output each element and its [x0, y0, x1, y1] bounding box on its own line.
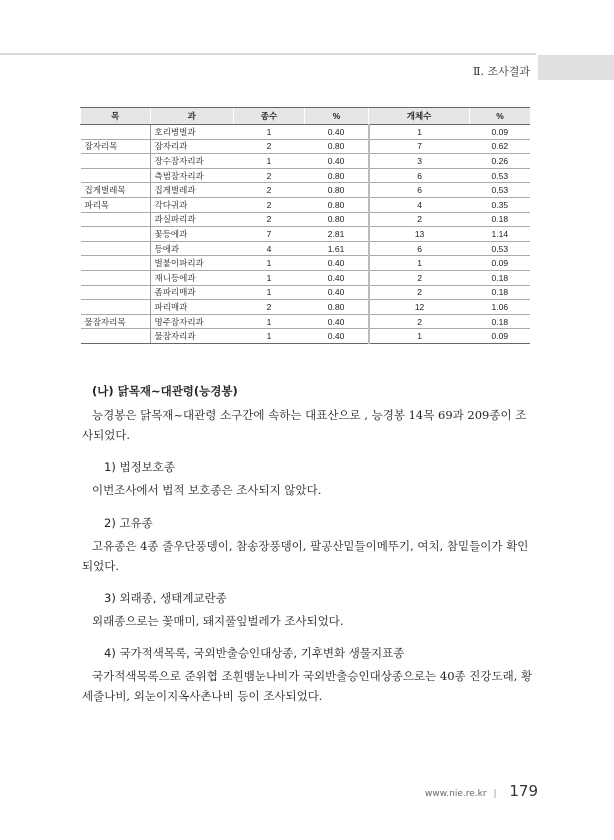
table-cell: 2 [234, 197, 305, 212]
table-cell [81, 285, 151, 300]
table-cell: 6 [369, 241, 470, 256]
header-tab-box [538, 55, 614, 80]
table-cell [81, 227, 151, 242]
table-header [81, 108, 531, 125]
table-cell: 0.18 [470, 270, 530, 285]
table-cell: 0.40 [305, 329, 369, 344]
table-cell: 0.80 [305, 197, 369, 212]
table-cell: 2.81 [305, 227, 369, 242]
table-cell: 2 [369, 212, 470, 227]
table-cell [81, 241, 151, 256]
table-row [81, 314, 531, 329]
table-cell: 잠자리과 [150, 139, 234, 154]
table-cell: 측범잠자리과 [150, 168, 234, 183]
table-cell: 파리목 [81, 197, 151, 212]
table-cell: 0.35 [470, 197, 530, 212]
table-cell: 2 [234, 212, 305, 227]
section-title: (나) 닭목재~대관령(능경봉) [92, 384, 238, 398]
table-cell: 0.80 [305, 168, 369, 183]
table-cell: 1.61 [305, 241, 369, 256]
header-rule [0, 53, 536, 55]
table-cell: 집게벌레과 [150, 183, 234, 198]
table-row [81, 139, 531, 154]
table-row [81, 154, 531, 169]
table-cell: 물잠자리목 [81, 314, 151, 329]
page-number: 179 [509, 782, 538, 800]
table-cell: 0.26 [470, 154, 530, 169]
table-cell: 0.09 [470, 125, 530, 140]
table-cell: 2 [369, 285, 470, 300]
table-cell: 0.40 [305, 314, 369, 329]
table-cell [81, 154, 151, 169]
table-cell: 0.18 [470, 314, 530, 329]
table-row [81, 168, 531, 183]
table-cell: 1 [234, 314, 305, 329]
table-cell: 1 [369, 125, 470, 140]
table-cell: 1.14 [470, 227, 530, 242]
table-cell: 파리매과 [150, 300, 234, 315]
table-cell: 0.53 [470, 168, 530, 183]
table-cell: 0.40 [305, 256, 369, 271]
table-cell [81, 256, 151, 271]
subsection-body: 고유종은 4종 줄우단풍뎅이, 참송장풍뎅이, 팔공산밑들이메뚜기, 여치, 참밑들이가 확인되었다. [82, 539, 529, 573]
table-cell: 등에과 [150, 241, 234, 256]
column-header: 종수 [234, 108, 305, 125]
table-cell: 2 [234, 139, 305, 154]
table-cell: 0.53 [470, 183, 530, 198]
table-cell: 1 [234, 270, 305, 285]
table-cell: 0.62 [470, 139, 530, 154]
subsection-body: 이번조사에서 법적 보호종은 조사되지 않았다. [92, 483, 322, 497]
table-row [81, 256, 531, 271]
table-cell: 각다귀과 [150, 197, 234, 212]
column-header: % [305, 108, 369, 125]
table-cell: 6 [369, 168, 470, 183]
subsection-body: 국가적색목록으로 준위협 조흰뱀눈나비가 국외반출승인대상종으로는 40종 진강도래, 황세줄나비, 외눈이지옥사촌나비 등이 조사되었다. [82, 669, 533, 703]
table-cell: 7 [234, 227, 305, 242]
table-cell [81, 125, 151, 140]
table-cell: 0.80 [305, 212, 369, 227]
table-cell: 1 [234, 256, 305, 271]
table-cell: 장수잠자리과 [150, 154, 234, 169]
table-cell: 3 [369, 154, 470, 169]
table-cell: 0.18 [470, 285, 530, 300]
table-row [81, 212, 531, 227]
column-header: 과 [150, 108, 234, 125]
table-cell: 13 [369, 227, 470, 242]
table-cell: 명주잠자리과 [150, 314, 234, 329]
table-cell: 1.06 [470, 300, 530, 315]
table-row [81, 197, 531, 212]
table-cell: 12 [369, 300, 470, 315]
footer-url[interactable]: www.nie.re.kr [425, 789, 487, 799]
table-cell: 0.40 [305, 270, 369, 285]
table-cell [81, 329, 151, 344]
table-row [81, 300, 531, 315]
table-cell: 집게벌레목 [81, 183, 151, 198]
table-cell: 호리병벌과 [150, 125, 234, 140]
footer-separator: | [493, 789, 497, 799]
table-row [81, 329, 531, 344]
table-row [81, 125, 531, 140]
table-cell: 0.80 [305, 183, 369, 198]
table-cell [81, 168, 151, 183]
table-cell: 1 [234, 285, 305, 300]
table-row [81, 285, 531, 300]
table-row [81, 241, 531, 256]
table-cell: 7 [369, 139, 470, 154]
table-cell [81, 212, 151, 227]
table-cell [81, 270, 151, 285]
table-cell: 4 [369, 197, 470, 212]
table-cell: 0.80 [305, 139, 369, 154]
table-cell: 1 [234, 329, 305, 344]
table-cell: 좀파리매과 [150, 285, 234, 300]
table-cell: 잠자리목 [81, 139, 151, 154]
footer [425, 782, 538, 800]
species-table [80, 107, 530, 344]
table-cell: 0.18 [470, 212, 530, 227]
table-cell: 2 [234, 183, 305, 198]
table-cell: 0.09 [470, 329, 530, 344]
table-row [81, 227, 531, 242]
subsection-title: 4) 국가적색목록, 국외반출승인대상종, 기후변화 생물지표종 [104, 646, 405, 660]
table-cell: 4 [234, 241, 305, 256]
table-cell: 0.09 [470, 256, 530, 271]
table-cell: 과실파리과 [150, 212, 234, 227]
table-cell: 2 [369, 270, 470, 285]
table-cell [81, 300, 151, 315]
chapter-title: Ⅱ. 조사결과 [473, 65, 530, 78]
table-cell: 0.80 [305, 300, 369, 315]
section-intro: 능경봉은 닭목재~대관령 소구간에 속하는 대표산으로 , 능경봉 14목 69과 209종이 조사되었다. [82, 408, 527, 442]
subsection-title: 2) 고유종 [104, 516, 153, 530]
table-cell: 2 [369, 314, 470, 329]
table-cell: 재니등에과 [150, 270, 234, 285]
table-cell: 벌붙이파리과 [150, 256, 234, 271]
subsection-title: 1) 법정보호종 [104, 460, 176, 474]
subsection-title: 3) 외래종, 생태계교란종 [104, 591, 227, 605]
subsection-body: 외래종으로는 꽃매미, 돼지풀잎벌레가 조사되었다. [92, 614, 344, 628]
table-cell: 0.40 [305, 125, 369, 140]
table-cell: 0.53 [470, 241, 530, 256]
column-header: % [470, 108, 530, 125]
table-row [81, 183, 531, 198]
table-cell: 1 [369, 329, 470, 344]
table-cell: 물잠자리과 [150, 329, 234, 344]
table-cell: 6 [369, 183, 470, 198]
table-cell: 2 [234, 168, 305, 183]
column-header: 개체수 [369, 108, 470, 125]
table-row [81, 270, 531, 285]
table-cell: 0.40 [305, 154, 369, 169]
table-cell: 0.40 [305, 285, 369, 300]
table-cell: 꽃등에과 [150, 227, 234, 242]
table-cell: 1 [234, 125, 305, 140]
table-cell: 1 [234, 154, 305, 169]
table-cell: 1 [369, 256, 470, 271]
table-cell: 2 [234, 300, 305, 315]
column-header: 목 [81, 108, 151, 125]
